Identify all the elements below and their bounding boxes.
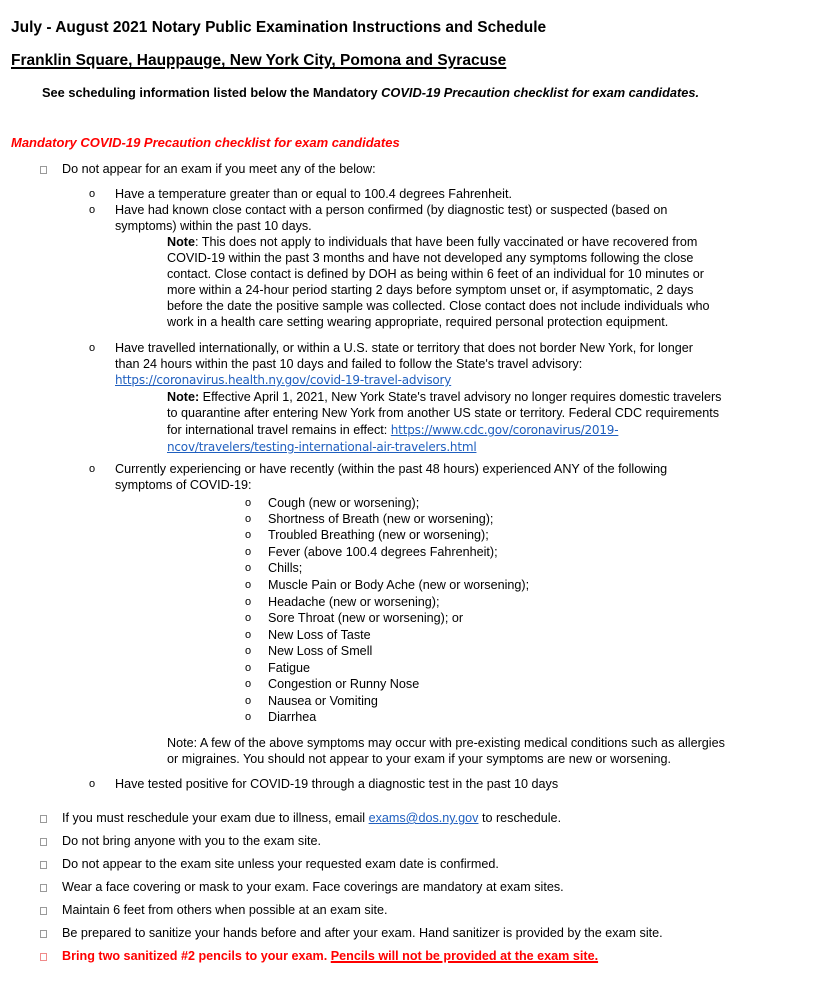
pencils-text: Bring two sanitized #2 pencils to your exam. <box>62 949 331 963</box>
condition-contact-line2: symptoms) within the past 10 days. <box>115 219 312 233</box>
symptom-item: Sore Throat (new or worsening); or <box>268 611 464 625</box>
bullet-icon: o <box>89 188 96 200</box>
contact-note-line1 <box>167 234 697 250</box>
bullet-icon: o <box>245 612 252 624</box>
bullet-icon: o <box>245 711 252 723</box>
symptom-item: Muscle Pain or Body Ache (new or worsening); <box>268 578 530 592</box>
bullet-icon: o <box>245 662 252 674</box>
checkbox-icon <box>40 884 47 892</box>
cdc-link-part1[interactable]: https://www.cdc.gov/coronavirus/2019- <box>390 423 619 437</box>
reschedule-text: If you must reschedule your exam due to illness, email <box>62 811 369 825</box>
condition-symptoms-line1: Currently experiencing or have recently (within the past 48 hours) experienced ANY of the following <box>115 462 668 476</box>
schedule-note-italic: COVID-19 Precaution checklist for exam candidates. <box>381 85 700 100</box>
bullet-icon: o <box>89 778 96 790</box>
contact-note-line5: before the date the positive sample was collected. Close contact does not include individuals who <box>167 299 710 313</box>
condition-contact-line1: Have had known close contact with a person confirmed (by diagnostic test) or suspected (based on <box>115 203 668 217</box>
condition-tested-positive: Have tested positive for COVID-19 through a diagnostic test in the past 10 days <box>115 777 559 791</box>
checklist-item-no-guests: Do not bring anyone with you to the exam site. <box>62 834 322 848</box>
note-label: Note: <box>167 390 200 404</box>
contact-note-line3: contact. Close contact is defined by DOH as being within 6 feet of an individual for 10 minutes or <box>167 267 704 281</box>
symptom-item: Diarrhea <box>268 710 317 724</box>
checklist-item-sanitize: Be prepared to sanitize your hands before and after your exam. Hand sanitizer is provided by the exam site. <box>62 926 663 940</box>
condition-symptoms-line2: symptoms of COVID-19: <box>115 478 252 492</box>
bullet-icon: o <box>245 629 252 641</box>
page-title: July - August 2021 Notary Public Examination Instructions and Schedule <box>11 19 547 36</box>
checklist-item-pencils <box>62 948 598 964</box>
symptoms-note-line2: or migraines. You should not appear to your exam if your symptoms are new or worsening. <box>167 752 672 766</box>
schedule-note-text: See scheduling information listed below the Mandatory <box>42 85 382 100</box>
bullet-icon: o <box>245 645 252 657</box>
symptom-item: New Loss of Smell <box>268 644 373 658</box>
note-text: : This does not apply to individuals that have been fully vaccinated or have recovered from <box>195 235 698 249</box>
symptom-item: Cough (new or worsening); <box>268 496 420 510</box>
bullet-icon: o <box>245 497 252 509</box>
travel-note-line2: to quarantine after entering New York from another US state or territory. Federal CDC requirements <box>167 406 720 420</box>
bullet-icon: o <box>245 529 252 541</box>
checkbox-icon <box>40 166 47 174</box>
symptom-item: Nausea or Vomiting <box>268 694 378 708</box>
symptom-item: New Loss of Taste <box>268 628 371 642</box>
bullet-icon: o <box>89 463 96 475</box>
exams-email-link[interactable]: exams@dos.ny.gov <box>368 811 479 825</box>
symptom-item: Fever (above 100.4 degrees Fahrenheit); <box>268 545 498 559</box>
locations-subtitle: Franklin Square, Hauppauge, New York City, Pomona and Syracuse <box>11 52 507 69</box>
condition-temperature: Have a temperature greater than or equal to 100.4 degrees Fahrenheit. <box>115 187 512 201</box>
bullet-icon: o <box>245 546 252 558</box>
checklist-heading: Mandatory COVID-19 Precaution checklist for exam candidates <box>11 135 400 150</box>
symptom-item: Chills; <box>268 561 303 575</box>
checkbox-icon <box>40 838 47 846</box>
symptom-item: Congestion or Runny Nose <box>268 677 420 691</box>
travel-note-line1 <box>167 389 721 405</box>
bullet-icon: o <box>245 513 252 525</box>
schedule-note <box>42 85 699 100</box>
symptom-item: Fatigue <box>268 661 311 675</box>
symptom-item: Headache (new or worsening); <box>268 595 440 609</box>
pencils-warning: Pencils will not be provided at the exam site. <box>330 949 599 963</box>
bullet-icon: o <box>245 596 252 608</box>
condition-travel-line1: Have travelled internationally, or within a U.S. state or territory that does not border New York, for longer <box>115 341 693 355</box>
travel-advisory-link[interactable]: https://coronavirus.health.ny.gov/covid-19-travel-advisory <box>115 373 452 387</box>
travel-note-line3 <box>167 422 618 438</box>
cdc-link-part2[interactable]: ncov/travelers/testing-international-air-travelers.html <box>167 440 477 454</box>
condition-travel-line2: than 24 hours within the past 10 days and failed to follow the State's travel advisory: <box>115 357 583 371</box>
contact-note-line2: COVID-19 within the past 3 months and have not developed any symptoms following the close <box>167 251 694 265</box>
checkbox-icon <box>40 930 47 938</box>
checkbox-icon <box>40 907 47 915</box>
checklist-item-do-not-appear: Do not appear for an exam if you meet any of the below: <box>62 162 376 176</box>
checkbox-icon <box>40 815 47 823</box>
checklist-item-distance: Maintain 6 feet from others when possible at an exam site. <box>62 903 388 917</box>
checkbox-icon <box>40 861 47 869</box>
note-label: Note <box>167 235 195 249</box>
checklist-item-confirmed-only: Do not appear to the exam site unless your requested exam date is confirmed. <box>62 857 499 871</box>
checklist-item-reschedule <box>62 810 561 826</box>
bullet-icon: o <box>89 204 96 216</box>
bullet-icon: o <box>245 579 252 591</box>
bullet-icon: o <box>245 562 252 574</box>
bullet-icon: o <box>245 695 252 707</box>
bullet-icon: o <box>245 678 252 690</box>
symptom-item: Shortness of Breath (new or worsening); <box>268 512 494 526</box>
note-text: Effective April 1, 2021, New York State's travel advisory no longer requires domestic travelers <box>199 390 722 404</box>
checklist-item-face-covering: Wear a face covering or mask to your exam. Face coverings are mandatory at exam sites. <box>62 880 564 894</box>
reschedule-suffix: to reschedule. <box>478 811 562 825</box>
note-text: for international travel remains in effect: <box>167 423 391 437</box>
checkbox-icon <box>40 953 47 961</box>
contact-note-line4: more within a 24-hour period starting 2 days before symptom unset or, if asymptomatic, 2 days <box>167 283 694 297</box>
symptoms-note-line1: Note: A few of the above symptoms may occur with pre-existing medical conditions such as allergies <box>167 736 725 750</box>
symptom-item: Troubled Breathing (new or worsening); <box>268 528 489 542</box>
bullet-icon: o <box>89 342 96 354</box>
contact-note-line6: work in a health care setting wearing appropriate, required personal protection equipment. <box>167 315 669 329</box>
